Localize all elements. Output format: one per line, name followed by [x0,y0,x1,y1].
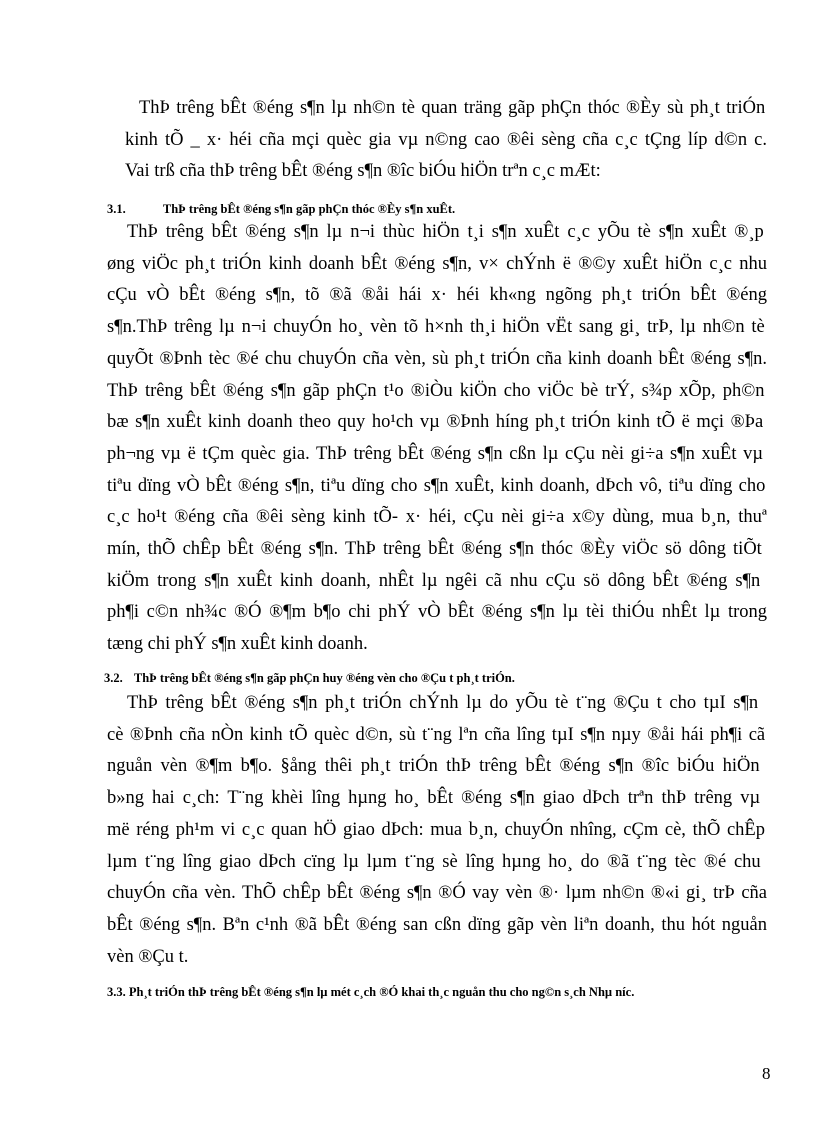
text-line: nguån vèn ®¶m b¶o. §ång thêi ph¸t triÓn thÞ trêng bÊt ®éng s¶n ®îc biÓu hiÖn [107,756,760,777]
heading-number: 3.2. [104,671,123,685]
heading-number: 3.1. [107,202,126,216]
text-line: cÇu vÒ bÊt ®éng s¶n, tõ ®ã ®åi hái x· héi kh«ng ngõng ph¸t triÓn bÊt ®éng [107,285,767,306]
intro-paragraph [107,93,767,188]
section-3-2-paragraph [107,688,767,973]
text-line: c¸c ho¹t ®éng cña ®êi sèng kinh tÕ- x· héi, cÇu nèi gi÷a x©y dùng, mua b¸n, thuª [107,507,767,528]
page-number: 8 [762,1064,771,1083]
text-line: ThÞ trêng bÊt ®éng s¶n lµ n¬i thùc hiÖn t¸i s¶n xuÊt c¸c yÕu tè s¶n xuÊt ®¸p [127,222,764,242]
text-line: b»ng hai c¸ch: T¨ng khèi lîng hµng ho¸ bÊt ®éng s¶n giao dÞch trªn thÞ trêng vµ [107,788,761,809]
text-line: ThÞ trêng bÊt ®éng s¶n ph¸t triÓn chÝnh lµ do yÕu tè t¨ng ®Çu t cho tµI s¶n [127,693,759,713]
text-line: lµm t¨ng lîng giao dÞch cïng lµ lµm t¨ng sè lîng hµng ho¸ do ®ã t¨ng tèc ®é chu [107,851,761,872]
text-line: Vai trß cña thÞ trêng bÊt ®éng s¶n ®îc biÓu hiÖn trªn c¸c mÆt: [125,161,601,182]
text-line: ThÞ trêng bÊt ®éng s¶n lµ nh©n tè quan träng gãp phÇn thóc ®Èy sù ph¸t triÓn [139,98,766,118]
heading-text: ThÞ trêng bÊt ®éng s¶n gãp phÇn huy ®éng vèn cho ®Çu t ph¸t triÓn. [133,671,515,685]
heading-text: 3.3. Ph¸t triÓn thÞ trêng bÊt ®éng s¶n lµ mét c¸ch ®Ó khai th¸c nguån thu cho ng©n s¸ch Nhµ níc. [107,985,635,999]
text-line: ph¶i c©n nh¾c ®Ó ®¶m b¶o chi phÝ vÒ bÊt ®éng s¶n lµ tèi thiÓu nhÊt lµ trong [107,602,767,623]
text-line: tæng chi phÝ s¶n xuÊt kinh doanh. [107,634,368,655]
section-3-1-paragraph [107,217,767,661]
text-line: mín, thÕ chÊp bÊt ®éng s¶n. ThÞ trêng bÊt ®éng s¶n thóc ®Èy viÖc sö dông tiÕt [107,539,762,560]
text-line: ThÞ trêng bÊt ®éng s¶n gãp phÇn t¹o ®iÒu kiÖn cho viÖc bè trÝ, s¾p xÕp, ph©n [107,380,765,401]
text-line: kinh tÕ _ x· héi cña mçi quèc gia vµ n©ng cao ®êi sèng cña c¸c tÇng líp d©n c. [125,129,767,150]
text-line: chuyÓn cña vèn. ThÕ chÊp bÊt ®éng s¶n ®Ó vay vèn ®· lµm nh©n ®«i gi¸ trÞ cña [107,883,767,904]
text-line: s¶n.ThÞ trêng lµ n¬i chuyÓn ho¸ vèn tõ h×nh th¸i hiÖn vËt sang gi¸ trÞ, lµ nh©n tè [107,317,765,338]
text-line: quyÕt ®Þnh tèc ®é chu chuyÓn cña vèn, sù ph¸t triÓn cña kinh doanh bÊt ®éng s¶n. [107,348,767,369]
text-line: kiÖm trong s¶n xuÊt kinh doanh, nhÊt lµ ngêi cã nhu cÇu sö dông bÊt ®éng s¶n [107,570,761,591]
text-line: tiªu dïng vÒ bÊt ®éng s¶n, tiªu dïng cho s¶n xuÊt, kinh doanh, dÞch vô, tiªu dïng cho [107,475,766,496]
section-heading-3-2 [104,671,515,686]
section-heading-3-3 [107,985,634,1000]
section-heading-3-1 [107,202,455,217]
text-line: vèn ®Çu t. [107,946,189,967]
text-line: më réng ph¹m vi c¸c quan hÖ giao dÞch: mua b¸n, chuyÓn nhîng, cÇm cè, thÕ chÊp [107,819,765,840]
text-line: øng viÖc ph¸t triÓn kinh doanh bÊt ®éng s¶n, v× chÝnh ë ®©y xuÊt hiÖn c¸c nhu [107,253,767,274]
text-line: bÊt ®éng s¶n. Bªn c¹nh ®ã bÊt ®éng san cßn dïng gãp vèn liªn doanh, thu hót nguån [107,914,767,935]
text-line: cè ®Þnh cña nÒn kinh tÕ quèc d©n, sù t¨ng lªn cña lîng tµI s¶n nµy ®åi hái ph¶i cã [107,724,766,745]
text-line: bæ s¶n xuÊt kinh doanh theo quy ho¹ch vµ ®Þnh híng ph¸t triÓn kinh tÕ ë mçi ®Þa [107,412,764,433]
text-line: ph¬ng vµ ë tÇm quèc gia. ThÞ trêng bÊt ®éng s¶n cßn lµ cÇu nèi gi÷a s¶n xuÊt vµ [107,443,763,464]
heading-text: ThÞ trêng bÊt ®éng s¶n gãp phÇn thóc ®Èy s¶n xuÊt. [162,202,456,216]
